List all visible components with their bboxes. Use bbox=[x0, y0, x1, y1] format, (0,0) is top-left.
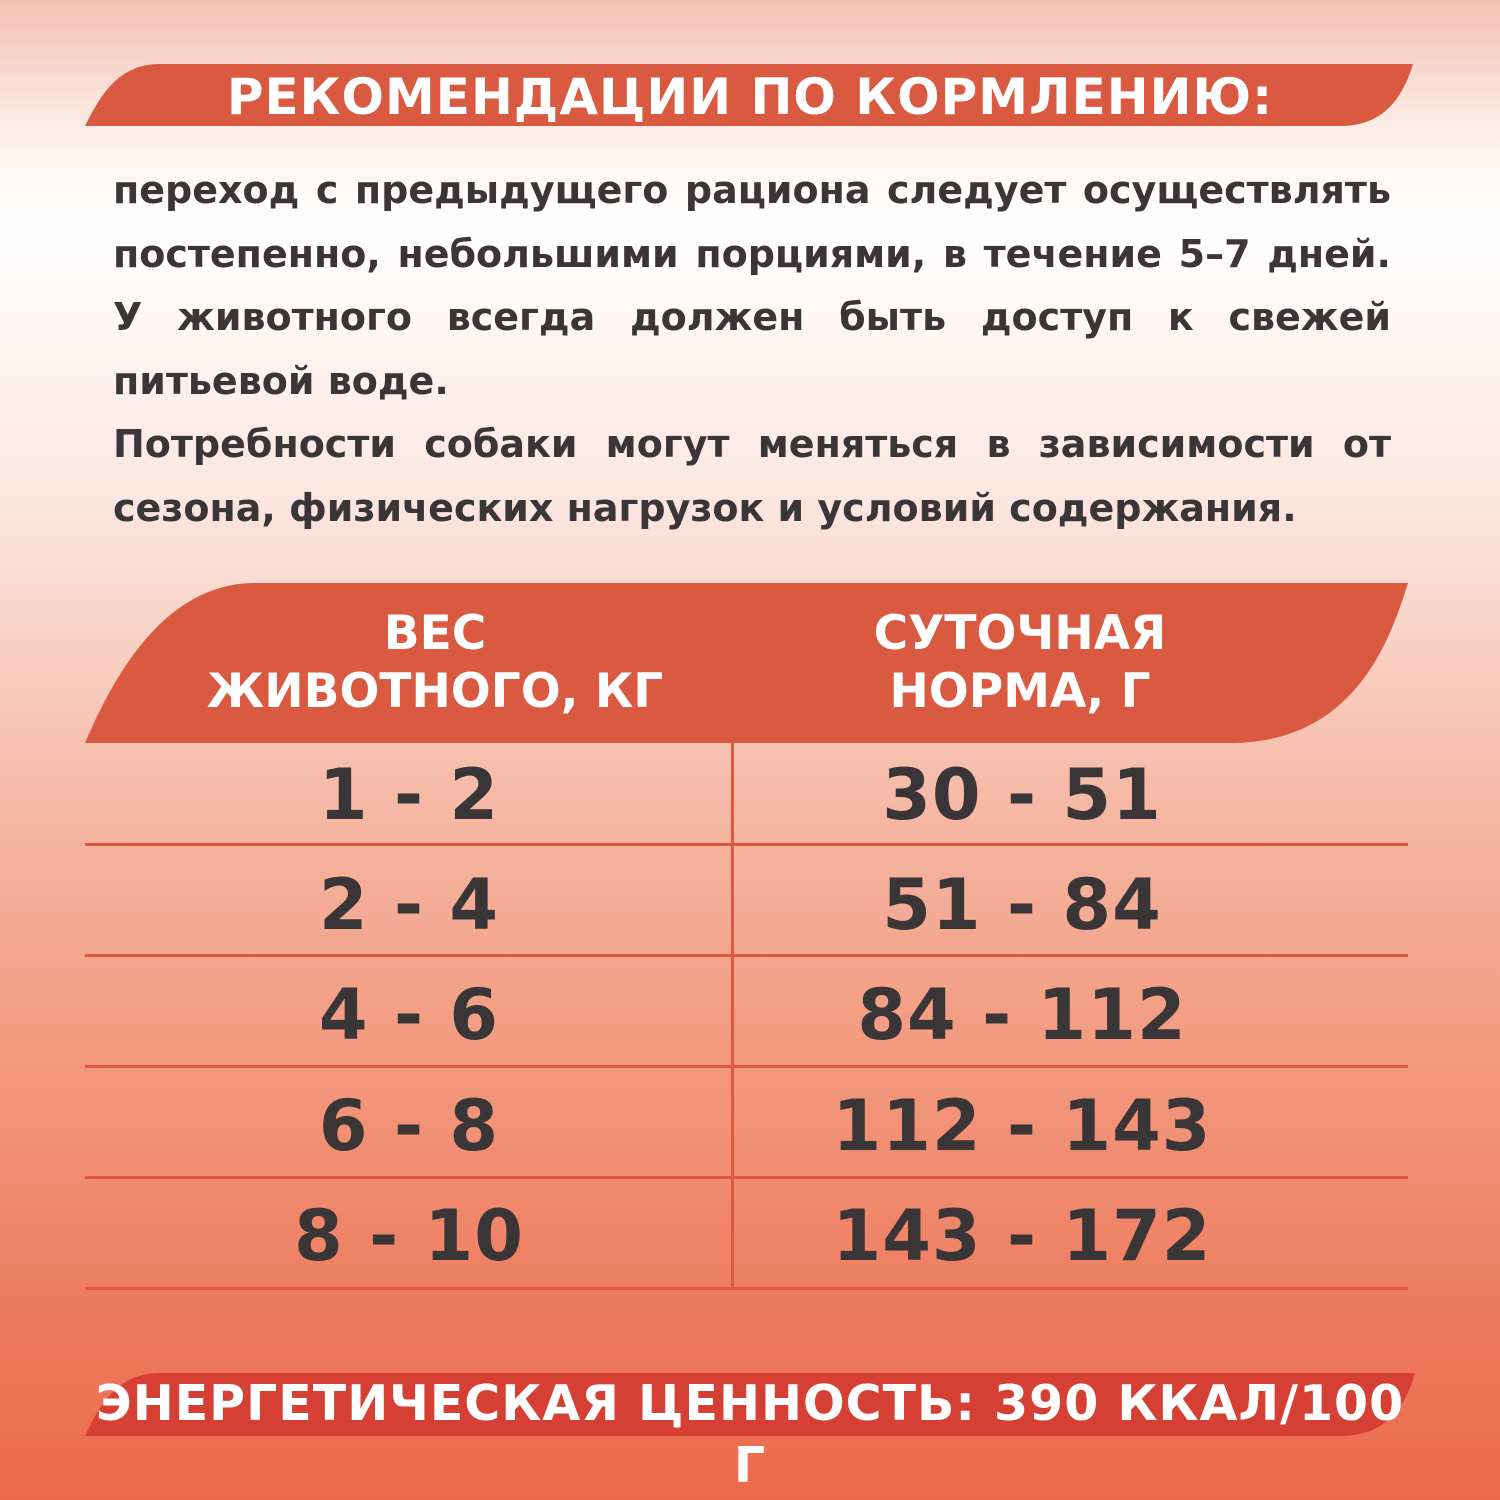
column-header-weight-line2: ЖИВОТНОГО, КГ bbox=[206, 664, 664, 719]
column-header-weight bbox=[150, 605, 720, 721]
row-divider bbox=[85, 954, 1408, 957]
cell-weight: 4 - 6 bbox=[318, 974, 500, 1056]
dog-needs-paragraph: Потребности собаки могут меняться в зависимости от сезона, физических нагрузок и условий содержания. bbox=[113, 422, 1391, 530]
energy-value-label: ЭНЕРГЕТИЧЕСКАЯ ЦЕННОСТЬ: 390 ККАЛ/100 Г bbox=[95, 1375, 1405, 1494]
row-divider bbox=[85, 843, 1408, 846]
cell-weight: 1 - 2 bbox=[318, 754, 500, 836]
column-header-norm-line2: НОРМА, Г bbox=[889, 664, 1151, 719]
cell-norm: 143 - 172 bbox=[832, 1195, 1212, 1277]
column-header-weight-line1: ВЕС bbox=[383, 606, 487, 661]
row-divider bbox=[85, 1176, 1408, 1179]
page-title: РЕКОМЕНДАЦИИ ПО КОРМЛЕНИЮ: bbox=[226, 68, 1274, 126]
cell-norm: 51 - 84 bbox=[882, 864, 1162, 946]
column-header-daily-norm bbox=[745, 605, 1295, 721]
cell-norm: 112 - 143 bbox=[832, 1085, 1212, 1167]
cell-norm: 30 - 51 bbox=[882, 754, 1162, 836]
column-header-norm-line1: СУТОЧНАЯ bbox=[873, 606, 1167, 661]
row-divider bbox=[85, 1287, 1408, 1290]
feeding-instructions-paragraph: переход с предыдущего рациона следует осуществлять постепенно, небольшими порциями, в течение 5–7 дней. У животного всегда должен быть доступ к свежей питьевой воде. bbox=[113, 168, 1391, 403]
cell-weight: 6 - 8 bbox=[318, 1085, 500, 1167]
row-divider bbox=[85, 1065, 1408, 1068]
cell-norm: 84 - 112 bbox=[857, 974, 1187, 1056]
cell-weight: 8 - 10 bbox=[294, 1195, 524, 1277]
cell-weight: 2 - 4 bbox=[318, 864, 500, 946]
